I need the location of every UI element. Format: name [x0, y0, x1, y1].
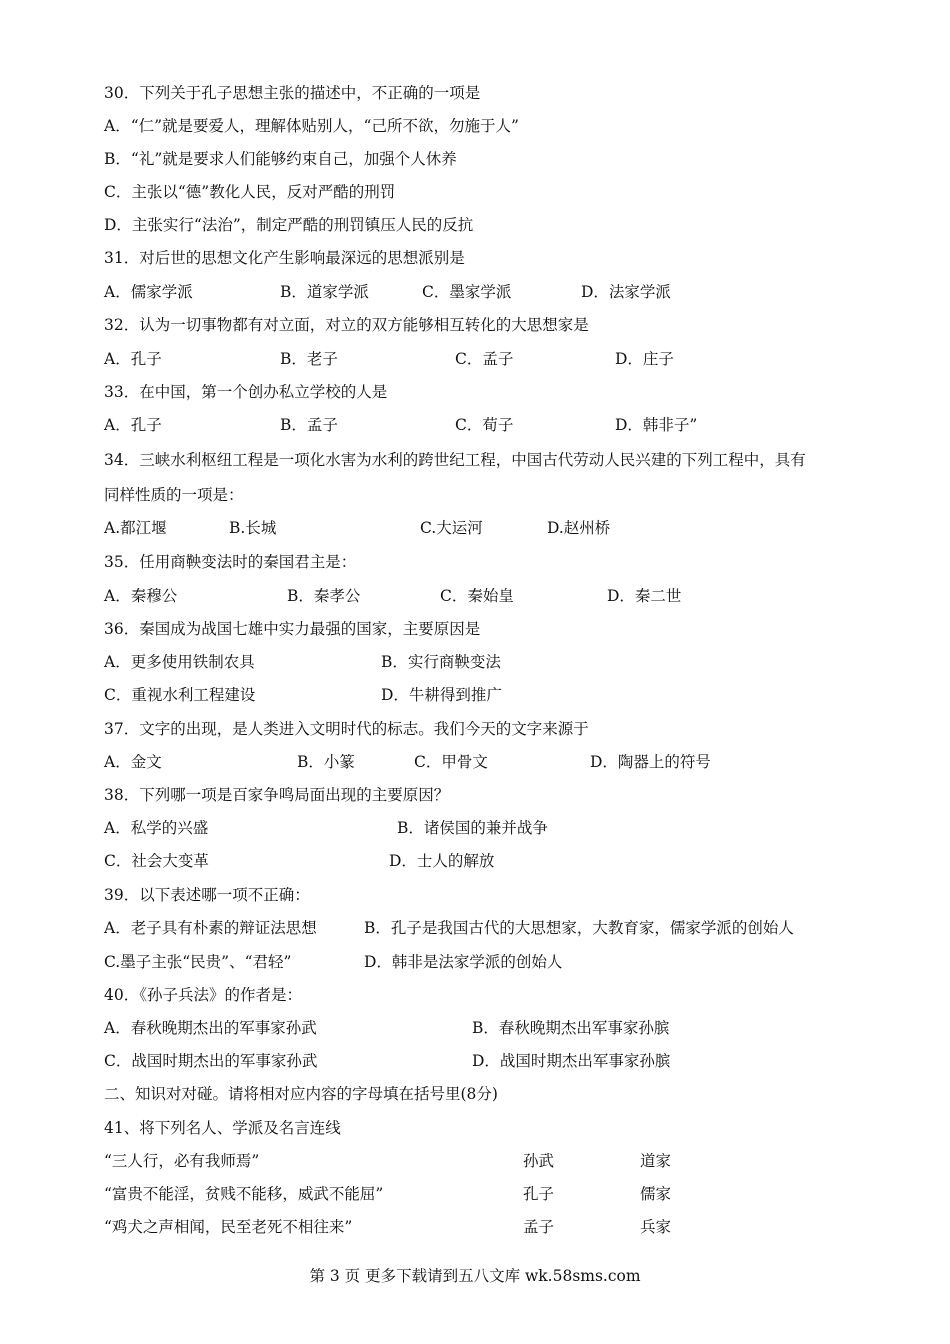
question-39-option-a: A．老子具有朴素的辩证法思想 — [104, 919, 317, 937]
question-31-stem: 31．对后世的思想文化产生影响最深远的思想派别是 — [104, 249, 465, 267]
question-30-option-d: D．主张实行“法治”，制定严酷的刑罚镇压人民的反抗 — [104, 216, 474, 234]
question-40-option-c: C．战国时期杰出的军事家孙武 — [104, 1052, 318, 1070]
section-2-heading: 二、知识对对碰。请将相对应内容的字母填在括号里(8分) — [104, 1085, 498, 1103]
question-39-option-c: C.墨子主张“民贵”、“君轻” — [104, 953, 292, 971]
question-37-stem: 37．文字的出现，是人类进入文明时代的标志。我们今天的文字来源于 — [104, 720, 589, 738]
question-34-option-d: D.赵州桥 — [547, 519, 611, 537]
question-39-option-d: D．韩非是法家学派的创始人 — [364, 953, 563, 971]
question-34-option-c: C.大运河 — [420, 519, 483, 537]
question-37-option-a: A．金文 — [104, 753, 162, 771]
question-36-option-b: B．实行商鞅变法 — [381, 653, 501, 671]
question-33-option-b: B．孟子 — [280, 416, 338, 434]
question-38-option-a: A．私学的兴盛 — [104, 819, 209, 837]
question-36-stem: 36．秦国成为战国七雄中实力最强的国家，主要原因是 — [104, 620, 481, 638]
question-32-option-a: A．孔子 — [104, 350, 162, 368]
question-37-option-b: B．小篆 — [297, 753, 355, 771]
question-36-option-a: A．更多使用铁制农具 — [104, 653, 255, 671]
question-40-option-a: A．春秋晚期杰出的军事家孙武 — [104, 1019, 317, 1037]
question-32-option-c: C．孟子 — [455, 350, 514, 368]
question-33-option-d: D．韩非子” — [615, 416, 698, 434]
question-35-option-c: C．秦始皇 — [440, 587, 514, 605]
page-footer: 第 3 页 更多下载请到五八文库 wk.58sms.com — [309, 1267, 641, 1285]
matching-quote: “三人行，必有我师焉” — [104, 1152, 260, 1170]
question-31-option-a: A．儒家学派 — [104, 283, 193, 301]
question-40-stem: 40．《孙子兵法》的作者是： — [104, 986, 302, 1004]
question-34-option-b: B.长城 — [229, 519, 277, 537]
question-34-stem-line-1: 34．三峡水利枢纽工程是一项化水害为水利的跨世纪工程，中国古代劳动人民兴建的下列工程中，具有 — [104, 451, 806, 469]
matching-person: 孙武 — [523, 1152, 555, 1170]
question-30-option-b: B．“礼”就是要求人们能够约束自己，加强个人休养 — [104, 150, 457, 168]
question-38-option-b: B．诸侯国的兼并战争 — [397, 819, 548, 837]
question-38-option-d: D．士人的解放 — [389, 852, 495, 870]
question-33-option-a: A．孔子 — [104, 416, 162, 434]
matching-school: 儒家 — [640, 1185, 672, 1203]
question-37-option-d: D．陶器上的符号 — [590, 753, 711, 771]
question-35-option-b: B．秦孝公 — [287, 587, 361, 605]
matching-quote: “鸡犬之声相闻，民至老死不相往来” — [104, 1218, 353, 1236]
question-35-option-d: D．秦二世 — [607, 587, 682, 605]
question-34-stem-line-2: 同样性质的一项是： — [104, 486, 244, 504]
question-30-stem: 30．下列关于孔子思想主张的描述中，不正确的一项是 — [104, 84, 481, 102]
question-41-stem: 41、将下列名人、学派及名言连线 — [104, 1119, 341, 1137]
question-36-option-d: D．牛耕得到推广 — [381, 686, 502, 704]
question-37-option-c: C．甲骨文 — [414, 753, 488, 771]
question-39-stem: 39．以下表述哪一项不正确： — [104, 886, 310, 904]
matching-person: 孔子 — [523, 1185, 555, 1203]
question-33-option-c: C．荀子 — [455, 416, 514, 434]
question-40-option-d: D．战国时期杰出军事家孙膑 — [472, 1052, 671, 1070]
question-30-option-c: C．主张以“德”教化人民，反对严酷的刑罚 — [104, 183, 396, 201]
matching-school: 道家 — [640, 1152, 672, 1170]
question-32-option-b: B．老子 — [280, 350, 338, 368]
question-31-option-c: C．墨家学派 — [422, 283, 512, 301]
question-40-option-b: B．春秋晚期杰出军事家孙膑 — [472, 1019, 670, 1037]
question-39-option-b: B．孔子是我国古代的大思想家，大教育家，儒家学派的创始人 — [364, 919, 794, 937]
matching-person: 孟子 — [523, 1218, 555, 1236]
question-38-option-c: C．社会大变革 — [104, 852, 209, 870]
question-32-option-d: D．庄子 — [615, 350, 674, 368]
question-34-option-a: A.都江堰 — [104, 519, 167, 537]
matching-school: 兵家 — [640, 1218, 672, 1236]
question-31-option-d: D．法家学派 — [581, 283, 671, 301]
question-35-stem: 35．任用商鞅变法时的秦国君主是： — [104, 553, 357, 571]
question-38-stem: 38．下列哪一项是百家争鸣局面出现的主要原因？ — [104, 786, 450, 804]
question-31-option-b: B．道家学派 — [280, 283, 369, 301]
question-35-option-a: A．秦穆公 — [104, 587, 178, 605]
question-33-stem: 33．在中国，第一个创办私立学校的人是 — [104, 383, 388, 401]
question-36-option-c: C．重视水利工程建设 — [104, 686, 256, 704]
question-32-stem: 32．认为一切事物都有对立面，对立的双方能够相互转化的大思想家是 — [104, 316, 589, 334]
question-30-option-a: A．“仁”就是要爱人，理解体贴别人，“己所不欲，勿施于人” — [104, 117, 519, 135]
matching-quote: “富贵不能淫，贫贱不能移，威武不能屈” — [104, 1185, 384, 1203]
